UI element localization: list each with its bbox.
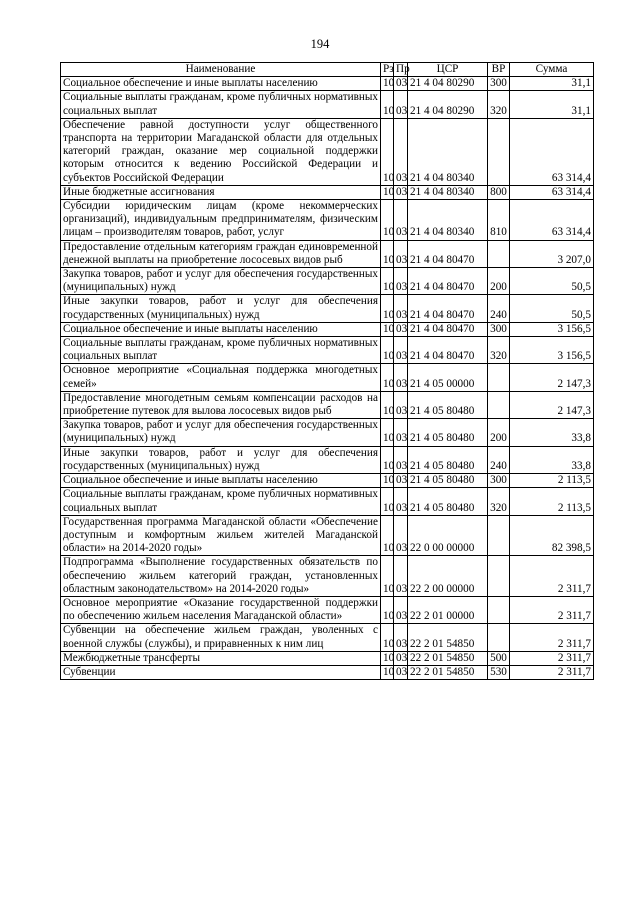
row-rz-cell: 10 bbox=[381, 295, 394, 322]
row-csr-cell: 21 4 04 80340 bbox=[408, 118, 488, 185]
table-row bbox=[61, 91, 594, 118]
row-name-cell: Основное мероприятие «Оказание государственной поддержки по обеспечению жильем населения Магаданской области» bbox=[61, 596, 381, 623]
row-pr-cell: 03 bbox=[394, 419, 408, 446]
row-pr-cell: 03 bbox=[394, 200, 408, 241]
table-body bbox=[61, 77, 594, 680]
row-pr-cell: 03 bbox=[394, 624, 408, 651]
row-sum-cell: 2 311,7 bbox=[510, 556, 594, 597]
row-rz-cell: 10 bbox=[381, 240, 394, 267]
row-csr-cell: 21 4 04 80340 bbox=[408, 185, 488, 199]
table-row bbox=[61, 488, 594, 515]
row-csr-cell: 22 2 01 54850 bbox=[408, 624, 488, 651]
row-csr-cell: 21 4 05 80480 bbox=[408, 391, 488, 418]
row-csr-cell: 21 4 04 80470 bbox=[408, 337, 488, 364]
table-row bbox=[61, 295, 594, 322]
row-csr-cell: 22 2 00 00000 bbox=[408, 556, 488, 597]
row-sum-cell: 3 156,5 bbox=[510, 322, 594, 336]
row-vr-cell: 300 bbox=[488, 322, 510, 336]
row-pr-cell: 03 bbox=[394, 651, 408, 665]
table-row bbox=[61, 474, 594, 488]
row-sum-cell: 31,1 bbox=[510, 91, 594, 118]
row-sum-cell: 33,8 bbox=[510, 446, 594, 473]
row-name-cell: Государственная программа Магаданской области «Обеспечение доступным и комфортным жильем жителей Магаданской области» на 2014-2020 годы» bbox=[61, 515, 381, 556]
row-rz-cell: 10 bbox=[381, 488, 394, 515]
row-sum-cell: 63 314,4 bbox=[510, 200, 594, 241]
row-name-cell: Социальные выплаты гражданам, кроме публичных нормативных социальных выплат bbox=[61, 488, 381, 515]
row-sum-cell: 33,8 bbox=[510, 419, 594, 446]
row-pr-cell: 03 bbox=[394, 556, 408, 597]
row-vr-cell: 800 bbox=[488, 185, 510, 199]
table-row bbox=[61, 118, 594, 185]
table-row bbox=[61, 596, 594, 623]
row-csr-cell: 21 4 05 80480 bbox=[408, 419, 488, 446]
row-vr-cell bbox=[488, 515, 510, 556]
row-name-cell: Предоставление многодетным семьям компенсации расходов на приобретение путевок для вылова лососевых видов рыб bbox=[61, 391, 381, 418]
row-vr-cell: 810 bbox=[488, 200, 510, 241]
table-header-row bbox=[61, 63, 594, 77]
row-name-cell: Социальное обеспечение и иные выплаты населению bbox=[61, 474, 381, 488]
row-csr-cell: 21 4 05 80480 bbox=[408, 474, 488, 488]
row-pr-cell: 03 bbox=[394, 515, 408, 556]
row-rz-cell: 10 bbox=[381, 391, 394, 418]
table-row bbox=[61, 651, 594, 665]
table-row bbox=[61, 419, 594, 446]
row-csr-cell: 21 4 04 80290 bbox=[408, 91, 488, 118]
row-name-cell: Предоставление отдельным категориям граждан единовременной денежной выплаты на приобретение лососевых видов рыб bbox=[61, 240, 381, 267]
row-csr-cell: 22 2 01 54850 bbox=[408, 651, 488, 665]
row-vr-cell bbox=[488, 240, 510, 267]
row-rz-cell: 10 bbox=[381, 77, 394, 91]
row-csr-cell: 21 4 05 00000 bbox=[408, 364, 488, 391]
row-sum-cell: 3 156,5 bbox=[510, 337, 594, 364]
row-name-cell: Социальное обеспечение и иные выплаты населению bbox=[61, 77, 381, 91]
row-pr-cell: 03 bbox=[394, 596, 408, 623]
row-sum-cell: 2 311,7 bbox=[510, 596, 594, 623]
row-pr-cell: 03 bbox=[394, 295, 408, 322]
header-pr: Пр bbox=[394, 63, 408, 77]
row-csr-cell: 21 4 04 80290 bbox=[408, 77, 488, 91]
table-row bbox=[61, 77, 594, 91]
row-name-cell: Субсидии юридическим лицам (кроме некоммерческих организаций), индивидуальным предпринимателям, физическим лицам – производителям товаров, работ, услуг bbox=[61, 200, 381, 241]
table-row bbox=[61, 268, 594, 295]
row-name-cell: Подпрограмма «Выполнение государственных обязательств по обеспечению жильем категорий граждан, установленных областным законодательством» на 2014-2020 годы» bbox=[61, 556, 381, 597]
row-pr-cell: 03 bbox=[394, 337, 408, 364]
row-name-cell: Социальные выплаты гражданам, кроме публичных нормативных социальных выплат bbox=[61, 91, 381, 118]
row-sum-cell: 2 311,7 bbox=[510, 624, 594, 651]
row-csr-cell: 21 4 04 80340 bbox=[408, 200, 488, 241]
header-sum: Сумма bbox=[510, 63, 594, 77]
table-row bbox=[61, 185, 594, 199]
row-sum-cell: 2 113,5 bbox=[510, 488, 594, 515]
row-vr-cell: 320 bbox=[488, 91, 510, 118]
row-rz-cell: 10 bbox=[381, 556, 394, 597]
row-vr-cell bbox=[488, 624, 510, 651]
row-rz-cell: 10 bbox=[381, 337, 394, 364]
table-row bbox=[61, 624, 594, 651]
row-rz-cell: 10 bbox=[381, 665, 394, 679]
row-name-cell: Субвенции на обеспечение жильем граждан, уволенных с военной службы (службы), и приравненных к ним лиц bbox=[61, 624, 381, 651]
row-vr-cell bbox=[488, 391, 510, 418]
row-csr-cell: 22 2 01 54850 bbox=[408, 665, 488, 679]
row-csr-cell: 21 4 05 80480 bbox=[408, 488, 488, 515]
row-sum-cell: 2 113,5 bbox=[510, 474, 594, 488]
row-rz-cell: 10 bbox=[381, 322, 394, 336]
table-row bbox=[61, 515, 594, 556]
row-sum-cell: 63 314,4 bbox=[510, 185, 594, 199]
row-vr-cell: 320 bbox=[488, 488, 510, 515]
row-name-cell: Обеспечение равной доступности услуг общественного транспорта на территории Магаданской области для отдельных категорий граждан, оказание мер социальной поддержки которым относится к ведению Российской Федерации и субъектов Российской Федерации bbox=[61, 118, 381, 185]
row-sum-cell: 2 147,3 bbox=[510, 364, 594, 391]
row-pr-cell: 03 bbox=[394, 185, 408, 199]
row-vr-cell: 500 bbox=[488, 651, 510, 665]
row-name-cell: Закупка товаров, работ и услуг для обеспечения государственных (муниципальных) нужд bbox=[61, 419, 381, 446]
table-row bbox=[61, 240, 594, 267]
page-number: 194 bbox=[310, 37, 330, 51]
row-rz-cell: 10 bbox=[381, 185, 394, 199]
row-sum-cell: 50,5 bbox=[510, 268, 594, 295]
row-sum-cell: 2 311,7 bbox=[510, 665, 594, 679]
row-vr-cell: 300 bbox=[488, 77, 510, 91]
row-csr-cell: 21 4 04 80470 bbox=[408, 322, 488, 336]
header-vr: ВР bbox=[488, 63, 510, 77]
row-name-cell: Социальное обеспечение и иные выплаты населению bbox=[61, 322, 381, 336]
row-rz-cell: 10 bbox=[381, 596, 394, 623]
row-pr-cell: 03 bbox=[394, 77, 408, 91]
row-rz-cell: 10 bbox=[381, 474, 394, 488]
row-rz-cell: 10 bbox=[381, 515, 394, 556]
row-vr-cell: 300 bbox=[488, 474, 510, 488]
row-name-cell: Субвенции bbox=[61, 665, 381, 679]
header-name: Наименование bbox=[61, 63, 381, 77]
row-sum-cell: 63 314,4 bbox=[510, 118, 594, 185]
table-row bbox=[61, 391, 594, 418]
table-row bbox=[61, 446, 594, 473]
row-csr-cell: 22 2 01 00000 bbox=[408, 596, 488, 623]
row-vr-cell: 200 bbox=[488, 268, 510, 295]
table-row bbox=[61, 337, 594, 364]
row-rz-cell: 10 bbox=[381, 624, 394, 651]
row-csr-cell: 21 4 04 80470 bbox=[408, 240, 488, 267]
row-rz-cell: 10 bbox=[381, 419, 394, 446]
row-vr-cell bbox=[488, 556, 510, 597]
table-row bbox=[61, 364, 594, 391]
row-vr-cell: 320 bbox=[488, 337, 510, 364]
row-rz-cell: 10 bbox=[381, 651, 394, 665]
row-vr-cell bbox=[488, 118, 510, 185]
row-vr-cell: 240 bbox=[488, 446, 510, 473]
row-pr-cell: 03 bbox=[394, 446, 408, 473]
row-sum-cell: 2 311,7 bbox=[510, 651, 594, 665]
row-rz-cell: 10 bbox=[381, 364, 394, 391]
row-pr-cell: 03 bbox=[394, 91, 408, 118]
row-vr-cell bbox=[488, 596, 510, 623]
row-pr-cell: 03 bbox=[394, 488, 408, 515]
row-name-cell: Иные бюджетные ассигнования bbox=[61, 185, 381, 199]
row-rz-cell: 10 bbox=[381, 268, 394, 295]
row-csr-cell: 22 0 00 00000 bbox=[408, 515, 488, 556]
row-sum-cell: 3 207,0 bbox=[510, 240, 594, 267]
row-sum-cell: 50,5 bbox=[510, 295, 594, 322]
row-vr-cell bbox=[488, 364, 510, 391]
row-csr-cell: 21 4 04 80470 bbox=[408, 268, 488, 295]
table-row bbox=[61, 200, 594, 241]
header-csr: ЦСР bbox=[408, 63, 488, 77]
row-pr-cell: 03 bbox=[394, 364, 408, 391]
row-pr-cell: 03 bbox=[394, 240, 408, 267]
row-rz-cell: 10 bbox=[381, 200, 394, 241]
row-pr-cell: 03 bbox=[394, 474, 408, 488]
table-row bbox=[61, 322, 594, 336]
row-rz-cell: 10 bbox=[381, 446, 394, 473]
budget-table bbox=[60, 62, 594, 680]
row-pr-cell: 03 bbox=[394, 665, 408, 679]
row-name-cell: Межбюджетные трансферты bbox=[61, 651, 381, 665]
row-csr-cell: 21 4 04 80470 bbox=[408, 295, 488, 322]
row-name-cell: Закупка товаров, работ и услуг для обеспечения государственных (муниципальных) нужд bbox=[61, 268, 381, 295]
row-pr-cell: 03 bbox=[394, 391, 408, 418]
table-row bbox=[61, 556, 594, 597]
row-name-cell: Социальные выплаты гражданам, кроме публичных нормативных социальных выплат bbox=[61, 337, 381, 364]
row-vr-cell: 530 bbox=[488, 665, 510, 679]
row-name-cell: Основное мероприятие «Социальная поддержка многодетных семей» bbox=[61, 364, 381, 391]
row-sum-cell: 31,1 bbox=[510, 77, 594, 91]
row-pr-cell: 03 bbox=[394, 118, 408, 185]
row-pr-cell: 03 bbox=[394, 322, 408, 336]
row-pr-cell: 03 bbox=[394, 268, 408, 295]
row-name-cell: Иные закупки товаров, работ и услуг для обеспечения государственных (муниципальных) нужд bbox=[61, 446, 381, 473]
row-sum-cell: 82 398,5 bbox=[510, 515, 594, 556]
header-rz: Рз bbox=[381, 63, 394, 77]
row-vr-cell: 200 bbox=[488, 419, 510, 446]
row-csr-cell: 21 4 05 80480 bbox=[408, 446, 488, 473]
row-name-cell: Иные закупки товаров, работ и услуг для обеспечения государственных (муниципальных) нужд bbox=[61, 295, 381, 322]
table-row bbox=[61, 665, 594, 679]
row-rz-cell: 10 bbox=[381, 91, 394, 118]
row-rz-cell: 10 bbox=[381, 118, 394, 185]
row-vr-cell: 240 bbox=[488, 295, 510, 322]
row-sum-cell: 2 147,3 bbox=[510, 391, 594, 418]
